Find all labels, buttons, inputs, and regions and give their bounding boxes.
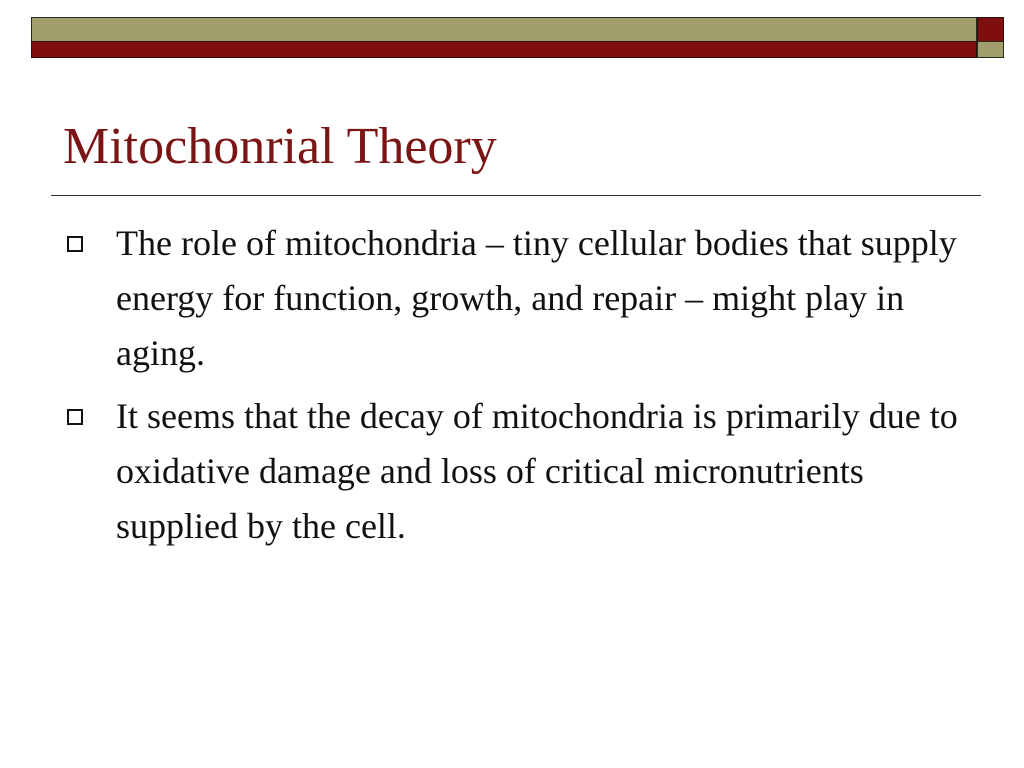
hollow-square-icon: [67, 236, 83, 252]
header-maroon-bar: [31, 41, 977, 58]
bullet-text: The role of mitochondria – tiny cellular bodies that supply energy for function, growth, and repair – might play in aging.: [116, 223, 957, 373]
header-olive-square: [977, 41, 1004, 58]
title-divider: [51, 195, 981, 196]
header-olive-bar: [31, 17, 977, 42]
header-maroon-square: [977, 17, 1004, 42]
slide-title: Mitochonrial Theory: [63, 118, 497, 175]
hollow-square-icon: [67, 409, 83, 425]
bullet-item: [63, 389, 968, 554]
bullet-item: [63, 216, 968, 381]
bullet-list: [63, 216, 968, 562]
bullet-text: It seems that the decay of mitochondria is primarily due to oxidative damage and loss of critical micronutrients supplied by the cell.: [116, 396, 958, 546]
